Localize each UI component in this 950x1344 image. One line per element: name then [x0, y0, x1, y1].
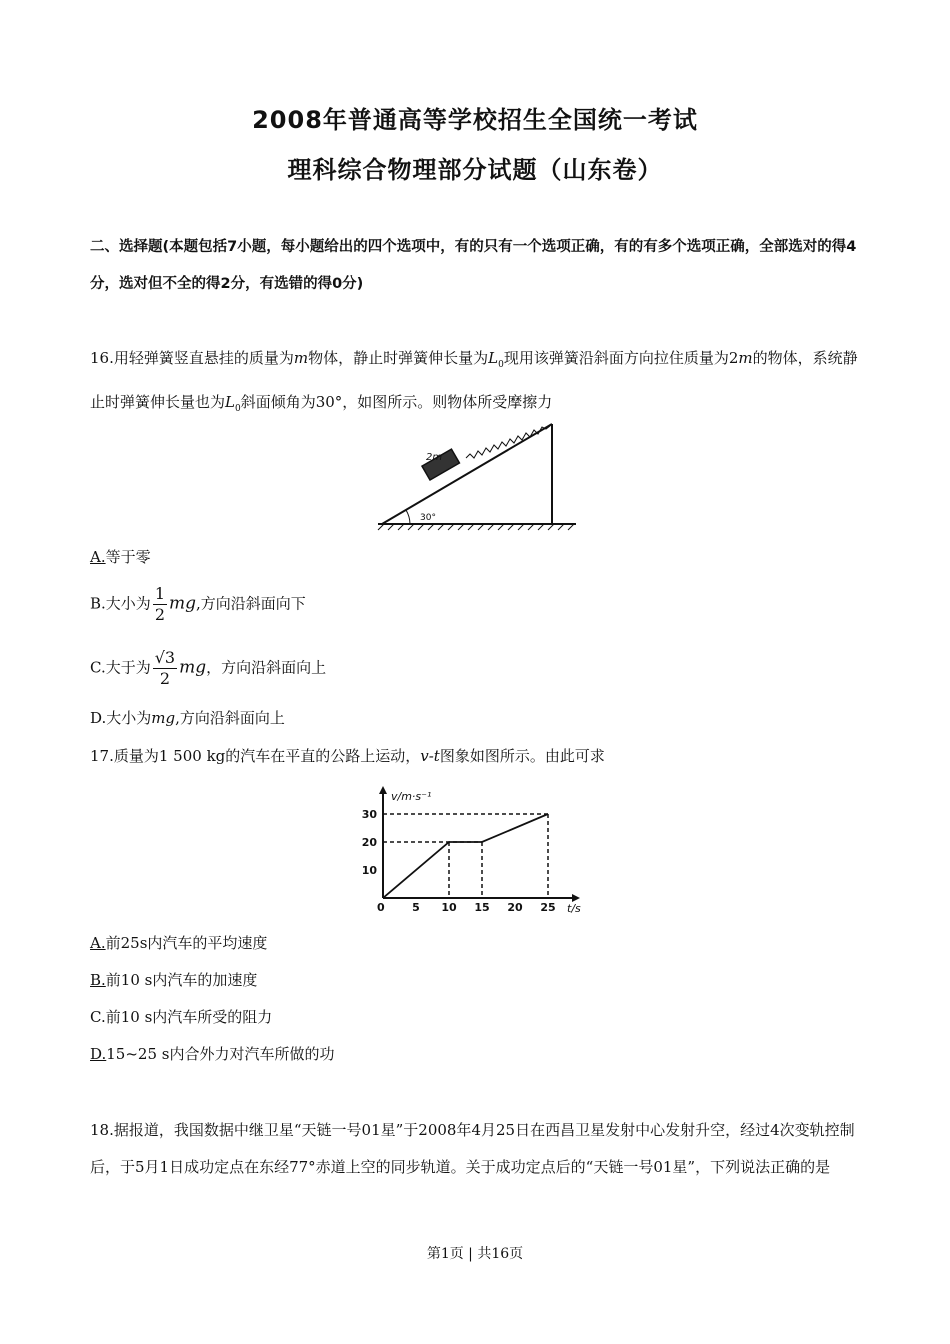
question-18-text: 18.据报道，我国数据中继卫星“天链一号01星”于2008年4月25日在西昌卫星发射中心发射升空，经过4次变轨控制后，于5月1日成功定点在东经77°赤道上空的同步轨道。关于成功定点后的“天链一号01星”，下列说法正确的是	[90, 1121, 855, 1176]
q16-option-c-prefix: C.	[90, 658, 106, 677]
fraction-sqrt3-numerator: √3	[154, 648, 176, 667]
q16-option-d-prefix: D.	[90, 709, 107, 727]
y-axis-label: v/m·s⁻¹	[391, 790, 432, 803]
q17-option-a[interactable]	[90, 929, 267, 957]
angle-label: 30°	[420, 513, 436, 523]
q17-option-b-text: 前10 s内汽车的加速度	[105, 971, 258, 989]
q16-option-b-text-b: ,方向沿斜面向下	[196, 594, 306, 613]
q16-option-d-mg: mg	[151, 709, 176, 727]
x-tick-label: 10	[441, 901, 457, 914]
q16-text-d: 的物体，系统静止时弹簧伸长量也为	[90, 349, 858, 411]
q17-option-a-text: 前25s内汽车的平均速度	[105, 934, 268, 952]
q17-text-b: 图象如图所示。由此可求	[439, 747, 605, 765]
q17-option-c-text: 前10 s内汽车所受的阻力	[105, 1008, 273, 1026]
q17-option-d-prefix: D.	[90, 1045, 107, 1063]
page-footer: 第1页 | 共16页	[426, 1246, 524, 1262]
chart-series	[383, 814, 548, 898]
q17-option-c-prefix: C.	[90, 1008, 106, 1026]
x-tick-label: 20	[507, 901, 523, 914]
y-tick-label: 10	[361, 864, 377, 877]
q16-option-c-text-b: ，方向沿斜面向上	[206, 658, 327, 677]
q16-text-c: 现用该弹簧沿斜面方向拉住质量为2	[503, 349, 739, 367]
question-17-text	[90, 738, 860, 775]
q16-option-d-text-a: 大小为	[106, 709, 152, 727]
y-tick-label: 20	[361, 836, 377, 849]
q16-sub-0: 0	[498, 360, 504, 370]
q17-option-d-text: 15~25 s内合外力对汽车所做的功	[106, 1045, 335, 1063]
q16-sub-0-2: 0	[234, 404, 241, 414]
q16-text-b: 物体，静止时弹簧伸长量为	[308, 349, 489, 367]
q16-option-c[interactable]	[90, 648, 327, 688]
x-tick-label: 15	[474, 901, 490, 914]
origin-label: 0	[377, 901, 385, 914]
q17-text-a: 17.质量为1 500 kg的汽车在平直的公路上运动，	[90, 747, 421, 765]
y-axis-arrow	[379, 786, 387, 794]
mass-label: 2m	[426, 452, 443, 463]
q16-option-b-text-a: 大小为	[105, 594, 151, 613]
q16-option-b-mg: mg	[169, 593, 197, 614]
q16-option-a[interactable]	[90, 543, 151, 571]
x-tick-label: 25	[540, 901, 556, 914]
q17-option-b-prefix: B.	[90, 971, 106, 989]
incline-figure	[370, 418, 580, 538]
q17-option-b[interactable]	[90, 966, 257, 994]
q17-option-a-prefix: A.	[90, 934, 106, 952]
q16-option-c-text-a: 大于为	[105, 658, 151, 677]
fraction-half	[153, 586, 167, 623]
question-16-text	[90, 340, 860, 428]
q16-option-a-text: 等于零	[105, 548, 151, 566]
q16-var-l: L	[488, 349, 499, 367]
chart-axes	[379, 786, 580, 902]
q16-text-a: 16.用轻弹簧竖直悬挂的质量为	[90, 349, 294, 367]
fraction-sqrt3-half	[153, 650, 177, 687]
q16-option-b[interactable]	[90, 584, 306, 624]
q16-option-a-prefix: A.	[90, 548, 106, 566]
x-axis-arrow	[572, 894, 580, 902]
q16-var-m2: m	[738, 349, 753, 367]
x-tick-label: 5	[412, 901, 420, 914]
x-axis-label: t/s	[567, 902, 581, 915]
q16-var-l2: L	[225, 393, 235, 411]
q16-option-d[interactable]	[90, 704, 285, 732]
y-tick-label: 30	[361, 808, 377, 821]
vt-chart	[355, 784, 595, 919]
q16-option-c-mg: mg	[179, 657, 207, 678]
fraction-half-numerator: 1	[154, 584, 165, 603]
chart-guides	[383, 814, 548, 898]
spring	[466, 426, 550, 458]
q16-text-e: 斜面倾角为30°，如图所示。则物体所受摩擦力	[240, 393, 553, 411]
q17-vt: v-t	[420, 747, 440, 765]
section-heading: 二、选择题(本题包括7小题，每小题给出的四个选项中，有的只有一个选项正确，有的有多个选项正确，全部选对的得4分，选对但不全的得2分，有选错的得0分)	[90, 239, 857, 292]
q16-option-d-text-b: ,方向沿斜面向上	[175, 709, 285, 727]
q17-option-d[interactable]	[90, 1040, 334, 1068]
velocity-line	[383, 814, 548, 898]
q17-option-c[interactable]	[90, 1003, 272, 1031]
q16-option-b-prefix: B.	[90, 594, 106, 613]
fraction-sqrt3-denominator: 2	[159, 669, 171, 688]
q16-var-m: m	[293, 349, 309, 367]
exam-title-line2: 理科综合物理部分试题（山东卷）	[287, 156, 663, 184]
exam-title-line1: 2008年普通高等学校招生全国统一考试	[252, 106, 698, 134]
fraction-half-denominator: 2	[154, 605, 165, 624]
